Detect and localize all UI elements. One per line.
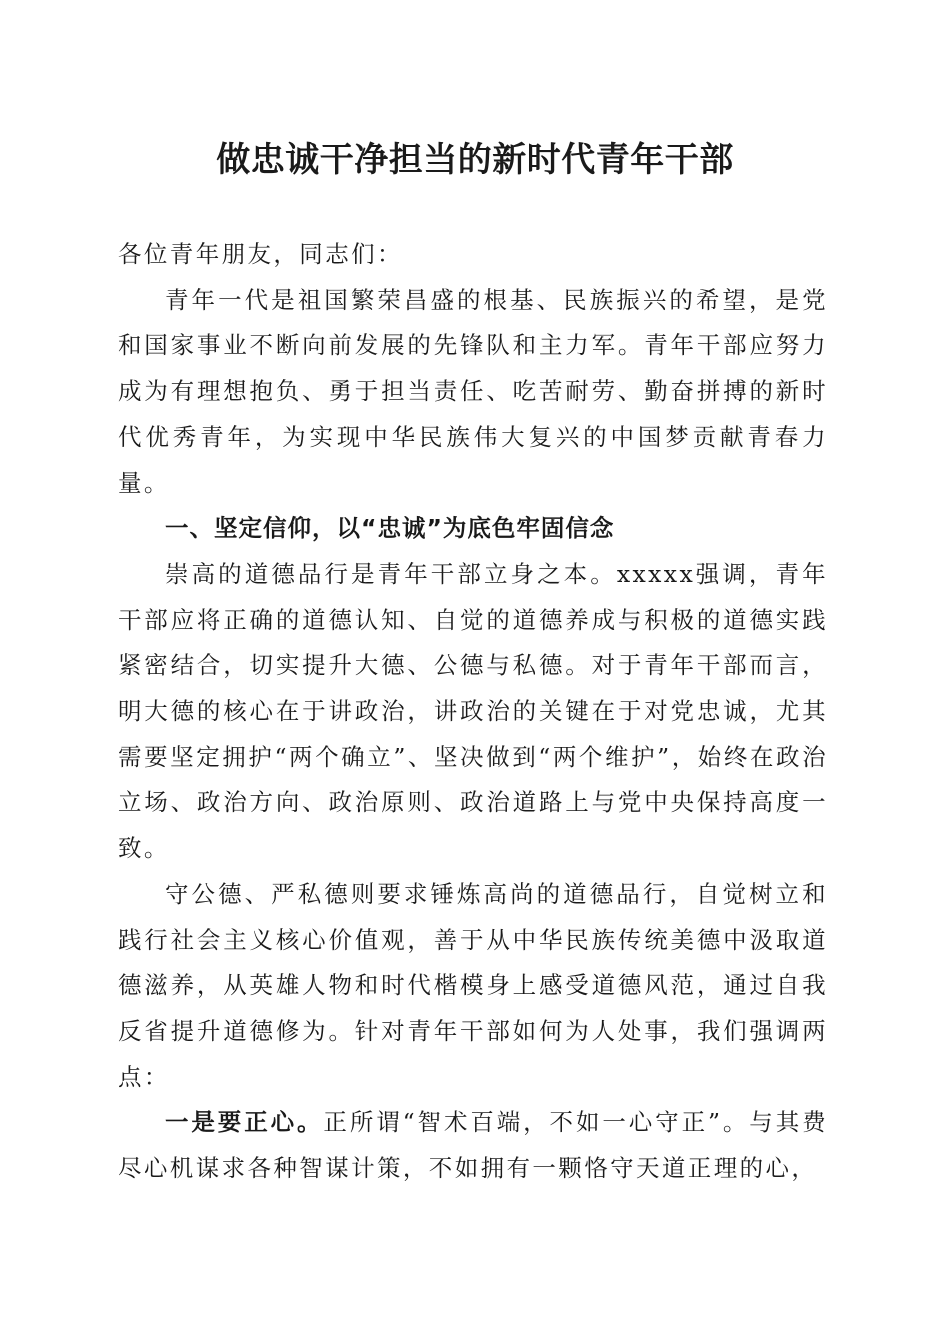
salutation: 各位青年朋友，同志们： xyxy=(118,240,403,268)
body-paragraph-1: 崇高的道德品行是青年干部立身之本。xxxxx强调，青年干部应将正确的道德认知、自觉的道德养成与积极的道德实践紧密结合，切实提升大德、公德与私德。对于青年干部而言，明大德的核心在于讲政治，讲政治的关键在于对党忠诚，尤其需要坚定拥护“两个确立”、坚决做到“两个维护”，始终在政治立场、政治方向、政治原则、政治道路上与党中央保持高度一致。 xyxy=(118,559,828,863)
paragraph-rest-text: 正所谓“智术百端，不如一心守正”。与其费尽心机谋求各种智谋计策，不如拥有一颗恪守天道正理的心， xyxy=(118,1108,828,1183)
intro-paragraph: 青年一代是祖国繁荣昌盛的根基、民族振兴的希望，是党和国家事业不断向前发展的先锋队和主力军。青年干部应努力成为有理想抱负、勇于担当责任、吃苦耐劳、勤奋拼搏的新时代优秀青年，为实现中华民族伟大复兴的中国梦贡献青春力量。 xyxy=(118,285,828,497)
body-paragraph-3 xyxy=(118,1100,828,1191)
section-heading-1: 一、坚定信仰，以“忠诚”为底色牢固信念 xyxy=(165,514,615,543)
paragraph-lead-text: 一是要正心。 xyxy=(165,1108,324,1137)
document-title: 做忠诚干净担当的新时代青年干部 xyxy=(216,140,734,180)
document-body xyxy=(118,232,828,1192)
body-paragraph-2: 守公德、严私德则要求锤炼高尚的道德品行，自觉树立和践行社会主义核心价值观，善于从中华民族传统美德中汲取道德滋养，从英雄人物和时代楷模身上感受道德风范，通过自我反省提升道德修为。针对青年干部如何为人处事，我们强调两点： xyxy=(118,879,828,1091)
